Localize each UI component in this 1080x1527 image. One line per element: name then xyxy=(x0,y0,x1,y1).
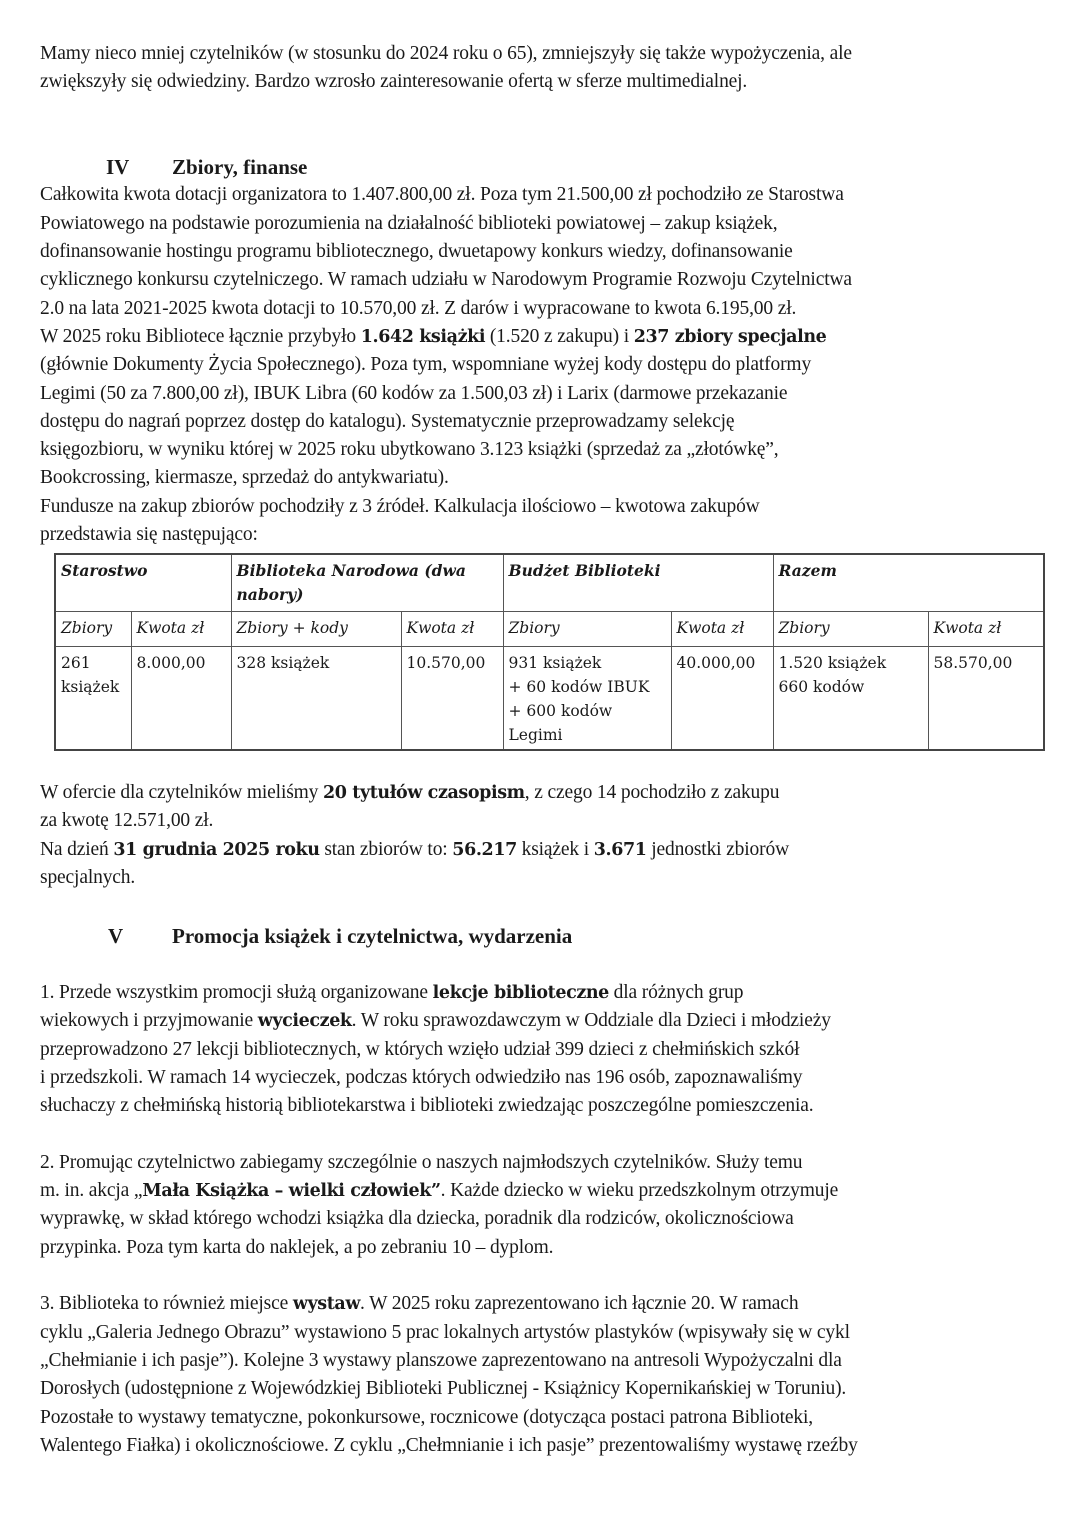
text: W ofercie dla czytelników mieliśmy xyxy=(40,782,324,803)
text: 1. Przede wszystkim promocji służą organizowane xyxy=(40,982,433,1003)
text: . W 2025 roku zaprezentowano ich łącznie 20. W ramach xyxy=(360,1293,799,1314)
bold-campaign: Mała Książka – wielki człowiek” xyxy=(142,1181,441,1201)
paragraph-line: cyklicznego konkursu czytelniczego. W ramach udziału w Narodowym Programie Rozwoju Czytelnictwa xyxy=(40,269,852,290)
list-item-3-line: Dorosłych (udostępnione z Wojewódzkiej Biblioteki Publicznej - Książnicy Kopernikańskiej w Toruniu). xyxy=(40,1378,847,1399)
paragraph-line: księgozbioru, w wyniku której w 2025 roku ubytkowano 3.123 książki (sprzedaż za „złotówkę”, xyxy=(40,439,779,460)
list-item-1-line: przeprowadzono 27 lekcji bibliotecznych, w których wzięło udział 399 dzieci z chełmińskich szkół xyxy=(40,1039,800,1060)
cell-line: 328 książek xyxy=(236,654,330,672)
paragraph-line: dofinansowanie hostingu programu bibliotecznego, dwuetapowy konkurs wiedzy, dofinansowanie xyxy=(40,241,793,262)
paragraph-line: specjalnych. xyxy=(40,867,136,888)
list-item-3-line: „Chełmianie i ich pasje”). Kolejne 3 wystawy planszowe zaprezentowano na antresoli Wypożyczalni dla xyxy=(40,1350,842,1371)
list-item-2-line: wyprawkę, w skład którego wchodzi książka dla dziecka, poradnik dla rodziców, okolicznościowa xyxy=(40,1208,794,1229)
section-iv-title: Zbiory, finanse xyxy=(172,155,308,179)
list-item-2-line: przypinka. Poza tym karta do naklejek, a po zebraniu 10 – dyplom. xyxy=(40,1237,554,1258)
bold-special-stock: 3.671 xyxy=(593,840,647,860)
section-iv-number: IV xyxy=(106,155,130,179)
bold-trips: wycieczek xyxy=(257,1011,352,1031)
cell-line: 1.520 książek xyxy=(778,654,887,672)
cell-line: 10.570,00 xyxy=(406,654,486,672)
periodicals-line xyxy=(40,779,779,807)
table-group-header: Budżet Biblioteki xyxy=(503,554,773,612)
table-subheader: Zbiory xyxy=(773,612,928,647)
paragraph-line: za kwotę 12.571,00 zł. xyxy=(40,810,214,831)
list-item-1-line xyxy=(40,979,743,1007)
list-item-1-line: słuchaczy z chełmińską historią bibliotekarstwa i biblioteki zwiedzając poszczególne pomieszczenia. xyxy=(40,1095,814,1116)
table-cell xyxy=(131,647,231,751)
cell-line: 58.570,00 xyxy=(933,654,1013,672)
cell-line: książek xyxy=(61,678,120,696)
cell-line: + 60 kodów IBUK xyxy=(508,678,650,696)
text: (1.520 z zakupu) i xyxy=(485,326,634,347)
funding-table xyxy=(54,553,1045,751)
table-subheader: Zbiory + kody xyxy=(231,612,401,647)
bold-date: 31 grudnia 2025 roku xyxy=(113,840,320,860)
list-item-3-line: cyklu „Galeria Jednego Obrazu” wystawiono 5 prac lokalnych artystów plastyków (wpisywały się w cykl xyxy=(40,1322,850,1343)
bold-periodicals: 20 tytułów czasopism xyxy=(323,783,525,803)
table-cell xyxy=(503,647,671,751)
bold-books-stock: 56.217 xyxy=(452,840,517,860)
acquisitions-line xyxy=(40,323,826,351)
bold-special-count: 237 zbiory specjalne xyxy=(633,327,827,347)
text: jednostki zbiorów xyxy=(646,839,790,860)
paragraph-line: dostępu do nagrań poprzez dostęp do katalogu). Systematycznie przeprowadzamy selekcję xyxy=(40,411,735,432)
table-cell xyxy=(401,647,503,751)
section-v-title: Promocja książek i czytelnictwa, wydarzenia xyxy=(172,924,573,948)
list-item-1-line: i przedszkoli. W ramach 14 wycieczek, podczas których odwiedziło nas 196 osób, zapoznawaliśmy xyxy=(40,1067,803,1088)
bold-exhibitions: wystaw xyxy=(292,1294,361,1314)
paragraph-line: 2.0 na lata 2021-2025 kwota dotacji to 10.570,00 zł. Z darów i wypracowane to kwota 6.195,00 zł. xyxy=(40,298,797,319)
paragraph-line: Całkowita kwota dotacji organizatora to 1.407.800,00 zł. Poza tym 21.500,00 zł pochodziło ze Starostwa xyxy=(40,184,844,205)
table-group-header: Starostwo xyxy=(55,554,231,612)
table-group-header: Razem xyxy=(773,554,1044,612)
text: stan zbiorów to: xyxy=(319,839,453,860)
list-item-3-line xyxy=(40,1290,798,1318)
text: Na dzień xyxy=(40,839,114,860)
paragraph-line: przedstawia się następująco: xyxy=(40,524,258,545)
paragraph-line: Powiatowego na podstawie porozumienia na działalność biblioteki powiatowej – zakup książek, xyxy=(40,213,778,234)
cell-line: Legimi xyxy=(508,726,563,744)
bold-lessons: lekcje biblioteczne xyxy=(432,983,609,1003)
text: , z czego 14 pochodziło z zakupu xyxy=(524,782,780,803)
table-subheader: Kwota zł xyxy=(401,612,503,647)
section-v-number: V xyxy=(108,924,124,948)
text: . Każde dziecko w wieku przedszkolnym otrzymuje xyxy=(440,1180,839,1201)
table-subheader: Zbiory xyxy=(503,612,671,647)
list-item-3-line: Walentego Fiałka) i okolicznościowe. Z cyklu „Chełmnianie i ich pasje” prezentowaliśmy wystawę rzeźby xyxy=(40,1435,858,1456)
cell-line: 931 książek xyxy=(508,654,602,672)
cell-line: 40.000,00 xyxy=(676,654,756,672)
table-cell xyxy=(671,647,773,751)
bold-books-count: 1.642 książki xyxy=(360,327,486,347)
list-item-2-line xyxy=(40,1177,838,1205)
intro-line: Mamy nieco mniej czytelników (w stosunku do 2024 roku o 65), zmniejszyły się także wypożyczenia, ale xyxy=(40,43,852,64)
text: książek i xyxy=(516,839,594,860)
table-cell xyxy=(231,647,401,751)
paragraph-line: Bookcrossing, kiermasze, sprzedaż do antykwariatu). xyxy=(40,467,449,488)
cell-line: 8.000,00 xyxy=(136,654,206,672)
text: . W roku sprawozdawczym w Oddziale dla Dzieci i młodzieży xyxy=(351,1010,831,1031)
text: dla różnych grup xyxy=(608,982,744,1003)
table-cell xyxy=(55,647,131,751)
table-subheader: Zbiory xyxy=(55,612,131,647)
list-item-1-line xyxy=(40,1007,831,1035)
text: W 2025 roku Bibliotece łącznie przybyło xyxy=(40,326,361,347)
paragraph-line: Legimi (50 za 7.800,00 zł), IBUK Libra (60 kodów za 1.500,03 zł) i Larix (darmowe przekazanie xyxy=(40,383,788,404)
text: wiekowych i przyjmowanie xyxy=(40,1010,258,1031)
list-item-3-line: Pozostałe to wystawy tematyczne, pokonkursowe, rocznicowe (dotycząca postaci patrona Biblioteki, xyxy=(40,1407,813,1428)
text: m. in. akcja „ xyxy=(40,1180,143,1201)
list-item-2-line: 2. Promując czytelnictwo zabiegamy szczególnie o naszych najmłodszych czytelników. Służy temu xyxy=(40,1152,803,1173)
table-subheader: Kwota zł xyxy=(131,612,231,647)
table-subheader: Kwota zł xyxy=(671,612,773,647)
cell-line: + 600 kodów xyxy=(508,702,613,720)
table-group-header-row xyxy=(55,554,1044,612)
paragraph-line: (głównie Dokumenty Życia Społecznego). Poza tym, wspomniane wyżej kody dostępu do platformy xyxy=(40,354,812,375)
table-group-header: Biblioteka Narodowa (dwa nabory) xyxy=(231,554,503,612)
cell-line: 660 kodów xyxy=(778,678,865,696)
intro-line: zwiększyły się odwiedziny. Bardzo wzrosło zainteresowanie ofertą w sferze multimedialnej. xyxy=(40,71,748,92)
table-row xyxy=(55,647,1044,751)
paragraph-line: Fundusze na zakup zbiorów pochodziły z 3 źródeł. Kalkulacja ilościowo – kwotowa zakupów xyxy=(40,496,760,517)
table-subheader: Kwota zł xyxy=(928,612,1044,647)
cell-line: 261 xyxy=(61,654,91,672)
stock-line xyxy=(40,836,789,864)
table-cell xyxy=(928,647,1044,751)
table-subheader-row xyxy=(55,612,1044,647)
table-cell xyxy=(773,647,928,751)
text: 3. Biblioteka to również miejsce xyxy=(40,1293,293,1314)
